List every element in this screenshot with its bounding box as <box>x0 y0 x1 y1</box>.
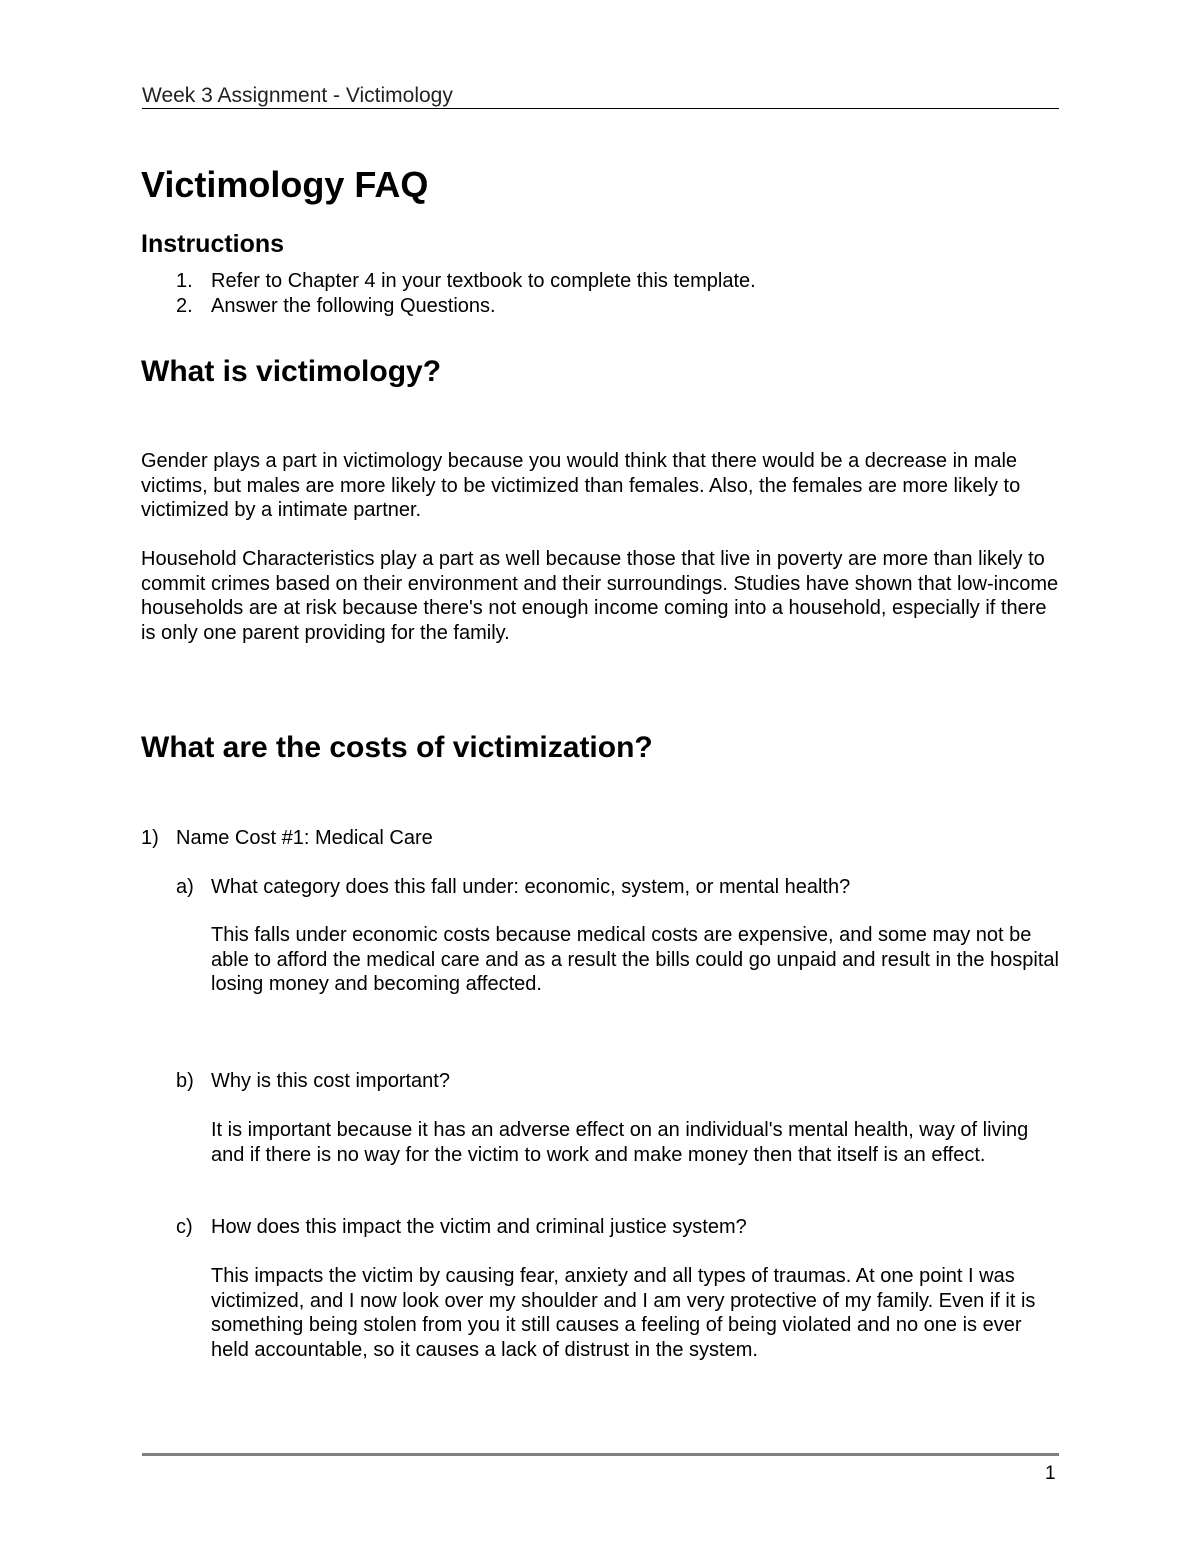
question-letter-b: b) <box>176 1070 194 1092</box>
paragraph-household: Household Characteristics play a part as well because those that live in poverty are more than likely to commit crimes based on their environment and their surroundings. Studies have shown that low-income households are at risk because there's not enough income coming into a household, especially if there is only one parent providing for the family. <box>141 548 1059 644</box>
footer-rule <box>142 1453 1059 1456</box>
document-title: Victimology FAQ <box>141 164 429 205</box>
instruction-number-2: 2. <box>176 295 193 317</box>
answer-b: It is important because it has an adverse effect on an individual's mental health, way of living and if there is no way for the victim to work and make money then that itself is an effect. <box>211 1119 1029 1166</box>
paragraph-gender: Gender plays a part in victimology because you would think that there would be a decrease in male victims, but males are more likely to be victimized than females. Also, the females are more likely to victimized by a intimate partner. <box>141 450 1021 522</box>
question-letter-a: a) <box>176 876 194 898</box>
answer-a: This falls under economic costs because medical costs are expensive, and some may not be able to afford the medical care and as a result the bills could go unpaid and result in the hospital losing money and becoming affected. <box>211 924 1059 996</box>
page-number: 1 <box>1045 1463 1056 1484</box>
section-heading-costs: What are the costs of victimization? <box>141 731 653 764</box>
question-letter-c: c) <box>176 1216 193 1238</box>
header-rule <box>142 108 1059 109</box>
instruction-item-2: Answer the following Questions. <box>211 295 496 317</box>
question-c: How does this impact the victim and criminal justice system? <box>211 1216 747 1238</box>
question-a: What category does this fall under: economic, system, or mental health? <box>211 876 851 898</box>
instructions-heading: Instructions <box>141 230 285 258</box>
section-heading-victimology: What is victimology? <box>141 355 442 388</box>
instruction-item-1: Refer to Chapter 4 in your textbook to complete this template. <box>211 270 756 292</box>
cost-label: Name Cost #1: Medical Care <box>176 827 433 849</box>
cost-number: 1) <box>141 827 159 849</box>
instruction-number-1: 1. <box>176 270 193 292</box>
running-header: Week 3 Assignment - Victimology <box>142 84 453 107</box>
question-b: Why is this cost important? <box>211 1070 450 1092</box>
answer-c: This impacts the victim by causing fear, anxiety and all types of traumas. At one point I was victimized, and I now look over my shoulder and I am very protective of my family. Even if it is something being stolen from you it still causes a feeling of being violated and no one is ever held accountable, so it causes a lack of distrust in the system. <box>211 1265 1036 1361</box>
